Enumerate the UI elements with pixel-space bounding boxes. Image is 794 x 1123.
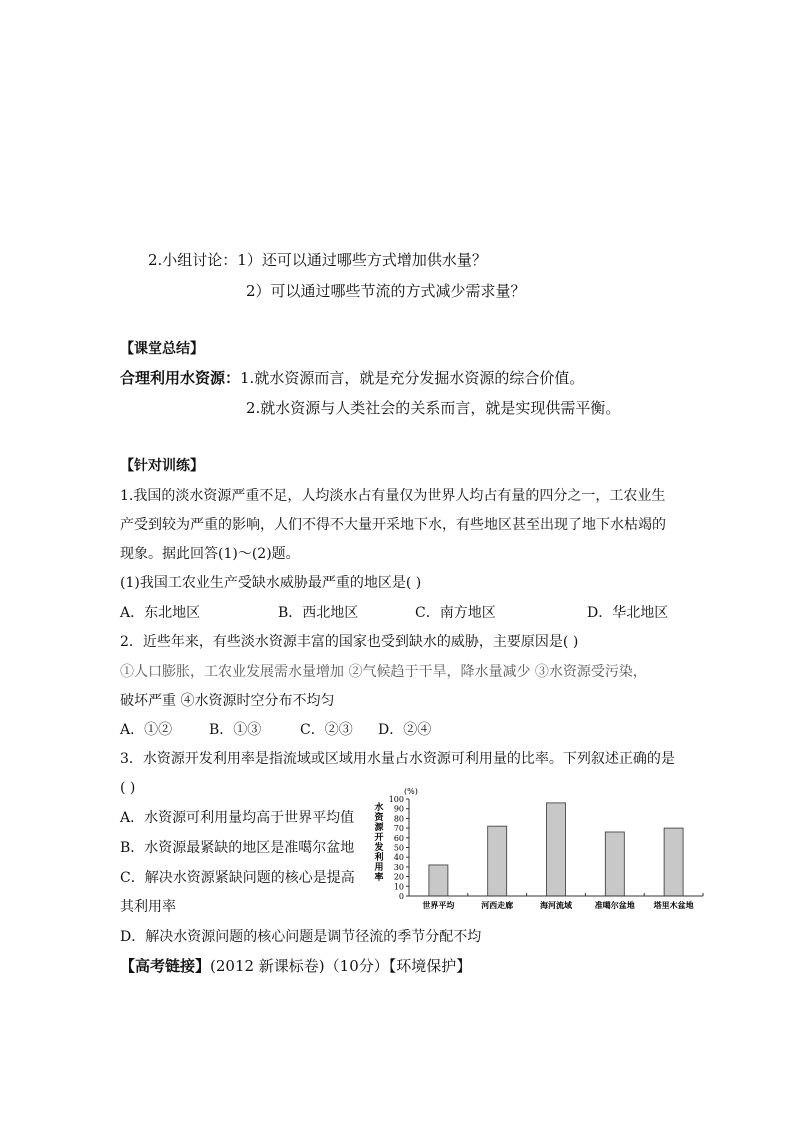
q2-option-b: B．①③ <box>209 722 262 738</box>
q3-stem: 3．水资源开发利用率是指流域或区域用水量占水资源可利用量的比率。下列叙述正确的是 <box>120 751 675 767</box>
q3-option-d: D．解决水资源问题的核心问题是调节径流的季节分配不均 <box>120 929 482 945</box>
bar-3 <box>605 832 624 896</box>
q1-option-a: A．东北地区 <box>120 605 201 621</box>
y-tick-label: 70 <box>393 824 404 834</box>
q1-option-d: D．华北地区 <box>587 605 669 621</box>
x-category-label: 海河流域 <box>540 900 572 910</box>
q1-sub-question: (1)我国工农业生产受缺水威胁最严重的地区是( ) <box>120 575 422 591</box>
y-tick-label: 90 <box>393 804 404 814</box>
y-tick-label: 0 <box>398 892 404 901</box>
y-tick-label: 60 <box>393 833 404 843</box>
q3-option-a: A．水资源可利用量均高于世界平均值 <box>120 810 355 826</box>
y-tick-label: 20 <box>393 872 404 882</box>
discussion-line-2: 2）可以通过哪些节流的方式减少需求量？ <box>246 282 526 300</box>
gaokao-rest: (2012 新课标卷)（10分）【环境保护】 <box>210 957 472 975</box>
summary-point-2: 2.就水资源与人类社会的关系而言，就是实现供需平衡。 <box>246 399 621 417</box>
y-axis-label-char: 利 <box>374 853 384 863</box>
y-axis-label-char: 源 <box>374 823 384 833</box>
y-tick-label: 40 <box>393 853 404 863</box>
x-category-label: 塔里木盆地 <box>653 900 694 910</box>
y-axis-label <box>373 801 384 883</box>
y-axis-label-char: 用 <box>374 863 384 873</box>
q1-text-line-2: 产受到较为严重的影响，人们不得不大量开采地下水，有些地区甚至出现了地下水枯竭的 <box>120 517 666 533</box>
x-category-label: 河西走廊 <box>481 900 514 910</box>
bar-4 <box>664 828 683 896</box>
y-axis-label-char: 开 <box>374 833 384 843</box>
x-category-label: 准噶尔盆地 <box>594 900 635 910</box>
y-tick-label: 50 <box>393 843 404 853</box>
q1-text-line-3: 现象。据此回答(1)～(2)题。 <box>120 546 300 562</box>
q3-paren: ( ) <box>120 780 136 796</box>
y-axis-unit: (%) <box>404 787 418 796</box>
bar-2 <box>547 803 566 896</box>
y-tick-label: 30 <box>393 862 404 872</box>
y-axis-label-char: 资 <box>374 813 384 823</box>
gaokao-heading: 【高考链接】 <box>120 957 211 975</box>
q1-text-line-1: 1.我国的淡水资源严重不足，人均淡水占有量仅为世界人均占有量的四分之一，工农业生 <box>120 488 666 504</box>
q2-option-c: C．②③ <box>300 722 353 738</box>
bar-1 <box>488 826 507 896</box>
q1-option-b: B．西北地区 <box>278 605 359 621</box>
q3-option-c-line-1: C．解决水资源紧缺问题的核心是提高 <box>120 870 355 886</box>
gaokao-line <box>120 956 471 976</box>
q2-option-d: D．②④ <box>378 722 432 738</box>
practice-heading: 【针对训练】 <box>120 458 204 474</box>
q3-option-b: B．水资源最紧缺的地区是准噶尔盆地 <box>120 840 355 856</box>
y-tick-label: 80 <box>393 814 404 824</box>
q2-option-a: A．①② <box>120 722 173 738</box>
q2-stem: 2．近些年来，有些淡水资源丰富的国家也受到缺水的威胁，主要原因是( ) <box>120 634 579 650</box>
y-axis-label-char: 发 <box>374 843 384 853</box>
water-utilization-bar-chart <box>360 786 710 916</box>
y-axis-label-char: 率 <box>374 873 384 883</box>
summary-lead: 合理利用水资源： <box>120 369 241 387</box>
q1-option-c: C．南方地区 <box>415 605 496 621</box>
y-tick-label: 10 <box>393 882 404 892</box>
y-tick-label: 100 <box>388 795 404 804</box>
x-category-label: 世界平均 <box>422 900 455 910</box>
summary-point-1: 1.就水资源而言，就是充分发掘水资源的综合价值。 <box>240 369 585 387</box>
q3-option-c-line-2: 其利用率 <box>120 899 176 915</box>
bar-0 <box>429 865 448 896</box>
q2-items-line-1: ①人口膨胀，工农业发展需水量增加 ②气候趋于干旱，降水量减少 ③水资源受污染， <box>120 664 647 680</box>
summary-line-1 <box>120 368 584 388</box>
y-axis-label-char: 水 <box>374 803 384 813</box>
summary-heading: 【课堂总结】 <box>120 341 204 357</box>
discussion-line-1: 2.小组讨论：1）还可以通过哪些方式增加供水量？ <box>148 251 487 269</box>
q2-items-line-2: 破坏严重 ④水资源时空分布不均匀 <box>120 693 335 709</box>
